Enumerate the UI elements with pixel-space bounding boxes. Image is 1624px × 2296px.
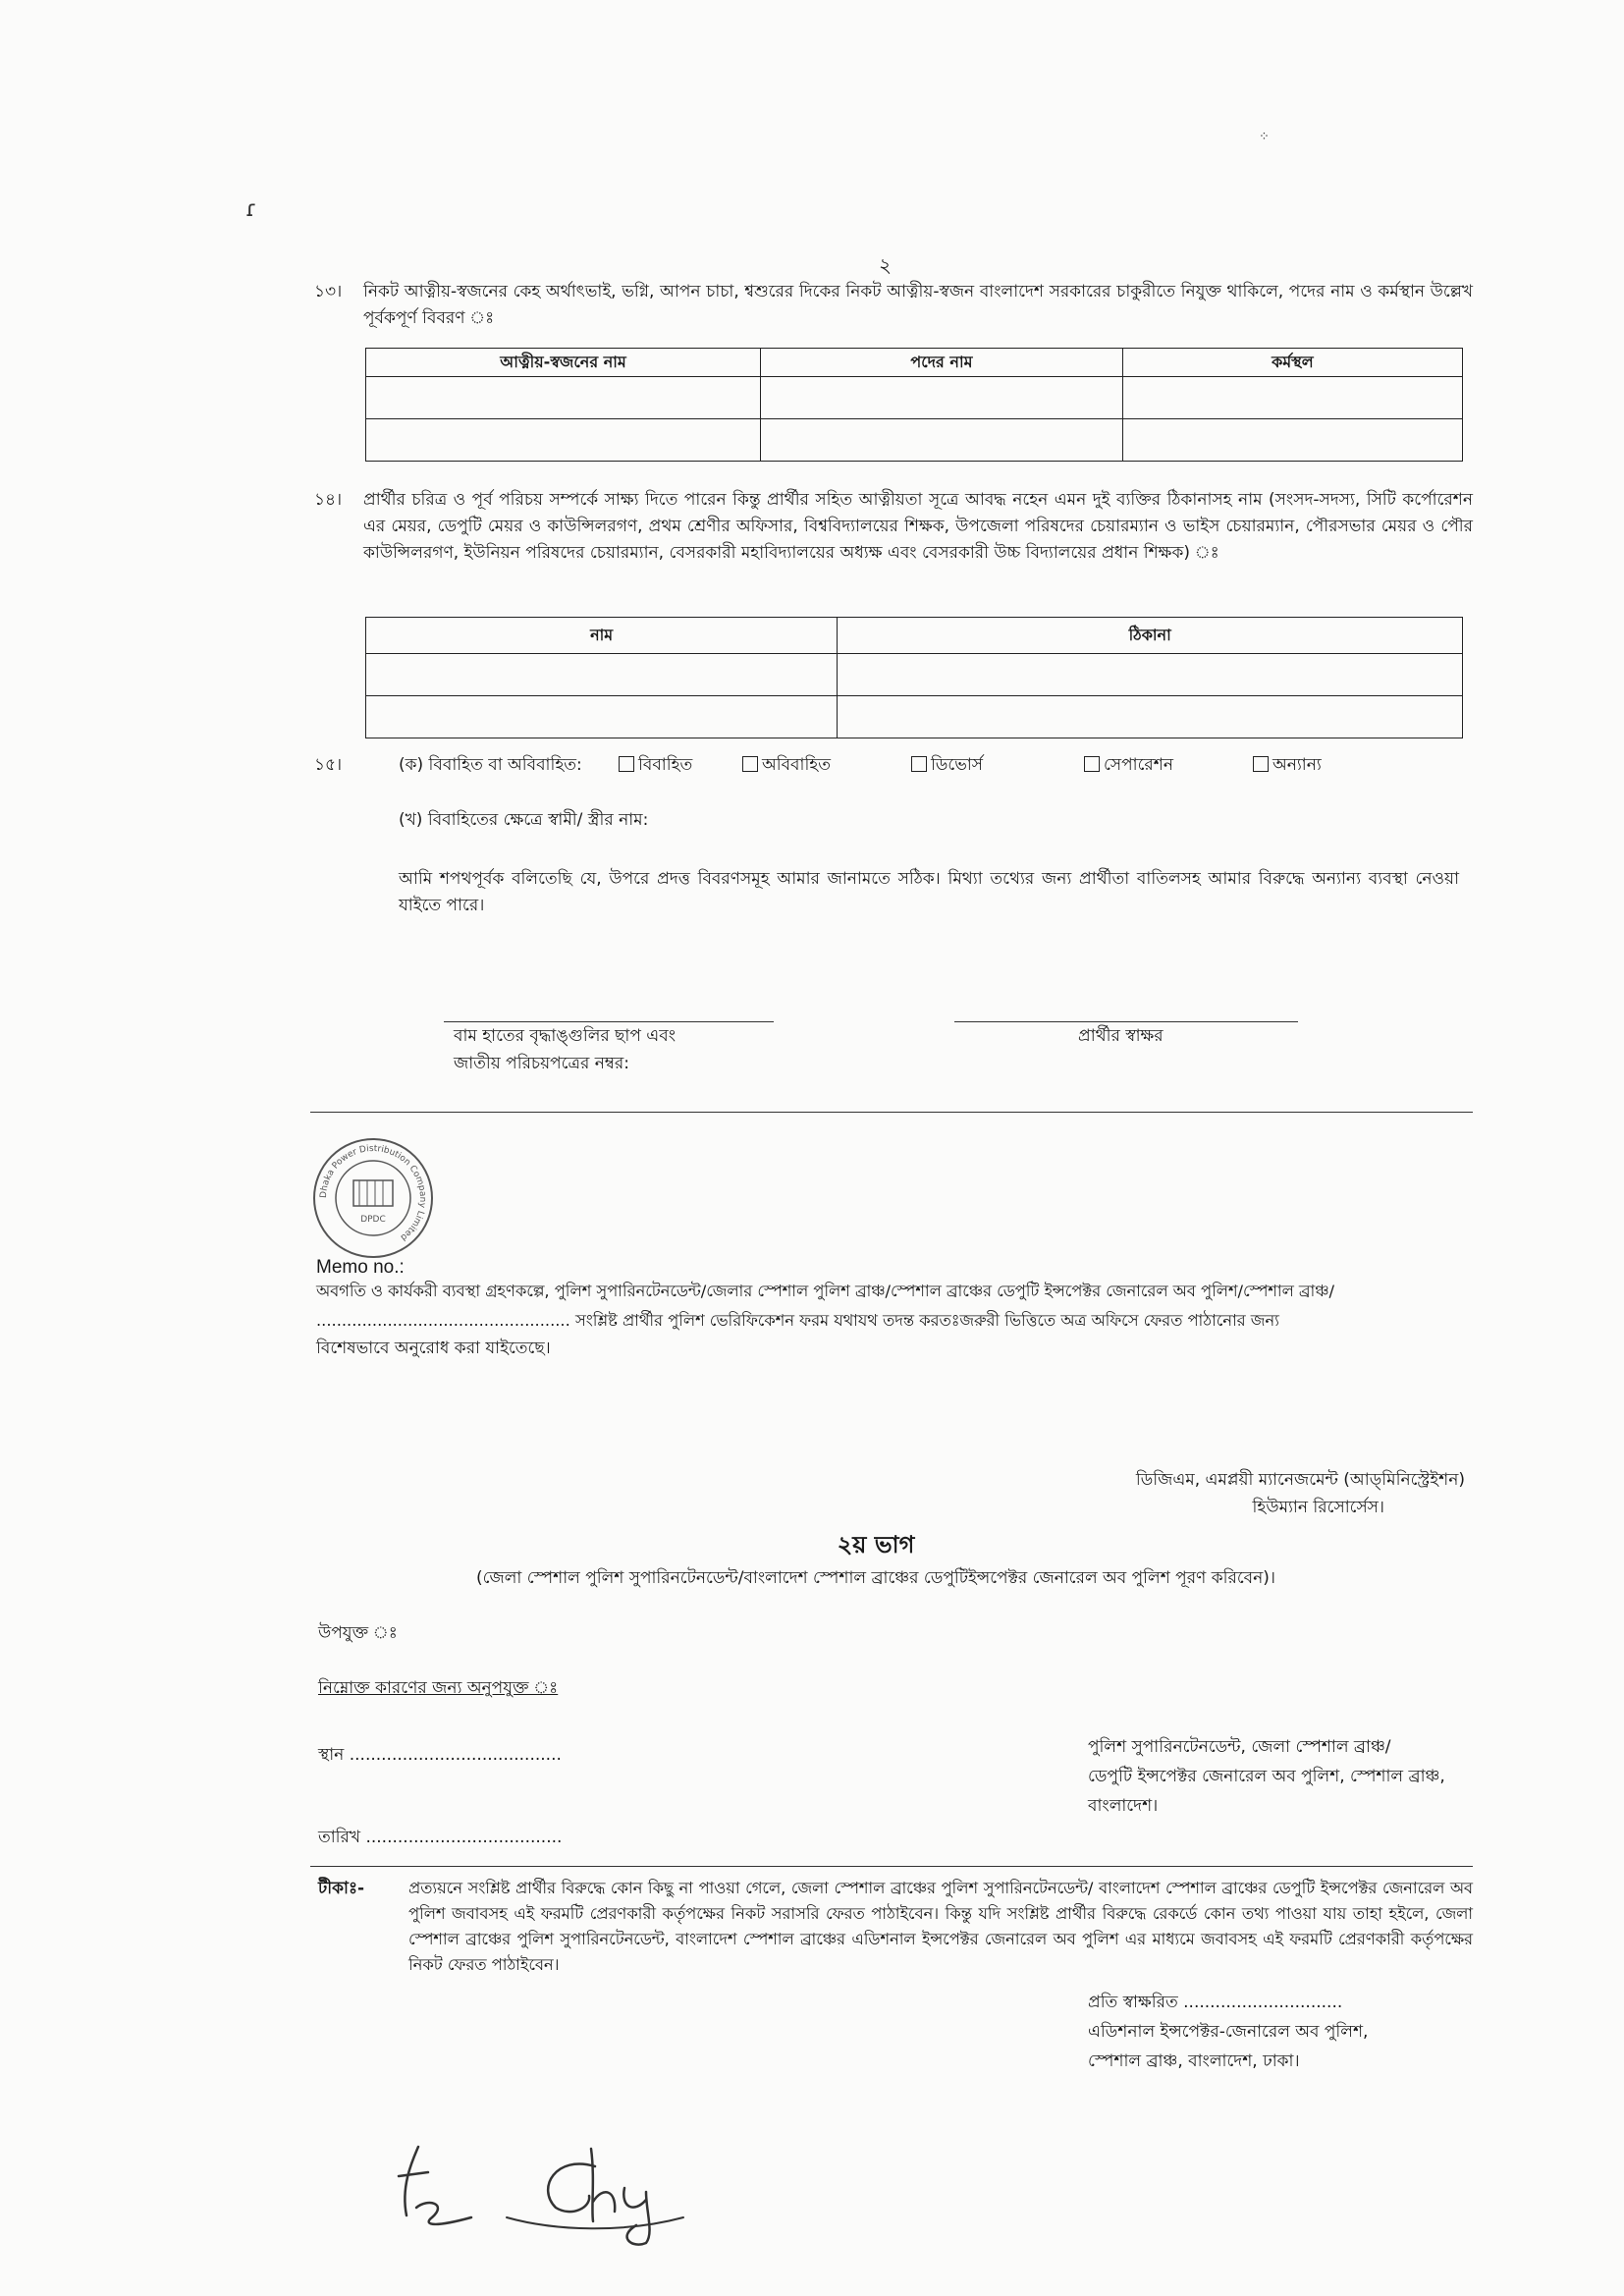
table-row <box>366 654 1463 696</box>
memo-line-2-text: সংশ্লিষ্ট প্রার্থীর পুলিশ ভেরিফিকেশন ফরম যথাযথ তদন্ত করতঃজরুরী ভিত্তিতে অত্র অফিসে ফেরত পাঠানোর জন্য <box>574 1311 1279 1330</box>
item-number: ১৩। <box>314 282 343 301</box>
applicant-signature-line <box>954 1021 1298 1022</box>
option-label: অবিবাহিত <box>762 755 831 775</box>
item-15-number: ১৫। <box>314 755 343 775</box>
option-married[interactable] <box>619 752 692 779</box>
table-row <box>366 419 1463 462</box>
spouse-name-label: (খ) বিবাহিতের ক্ষেত্রে স্বামী/ স্ত্রীর নাম: <box>399 810 649 830</box>
place-field[interactable]: স্থান ........................................ <box>318 1745 562 1765</box>
thumb-signature-line <box>444 1021 774 1022</box>
option-label: অন্যান্য <box>1272 755 1322 775</box>
part2-title: ২য় ভাগ <box>837 1531 915 1558</box>
section-divider <box>310 1112 1473 1113</box>
table-header-row <box>366 618 1463 654</box>
dgm-department: হিউম্যান রিসোর্সেস। <box>1252 1498 1384 1517</box>
table-header-row <box>366 349 1463 377</box>
table-cell[interactable] <box>366 696 838 738</box>
option-label: বিবাহিত <box>638 755 693 775</box>
unsuitable-label: নিম্নোক্ত কারণের জন্য অনুপযুক্ত ঃ <box>318 1678 559 1698</box>
option-divorced[interactable] <box>911 752 983 779</box>
memo-line-2 <box>316 1308 1475 1334</box>
item-14 <box>314 487 1473 568</box>
option-label: ডিভোর্স <box>931 755 984 775</box>
checkbox[interactable] <box>742 756 758 772</box>
table-cell[interactable] <box>366 654 838 696</box>
item-number: ১৪। <box>314 490 343 510</box>
nid-label: জাতীয় পরিচয়পত্রের নম্বর: <box>454 1054 629 1073</box>
table-cell[interactable] <box>366 377 761 419</box>
date-field[interactable]: তারিখ ..................................... <box>318 1828 563 1847</box>
table-cell[interactable] <box>761 377 1123 419</box>
handwritten-signature <box>389 2139 723 2247</box>
checkbox[interactable] <box>1253 756 1269 772</box>
thumb-label: বাম হাতের বৃদ্ধাঙ্গুলির ছাপ এবং <box>454 1026 677 1046</box>
memo-dots: .................................................. <box>316 1311 570 1330</box>
section-divider <box>310 1866 1473 1867</box>
option-other[interactable] <box>1253 752 1322 779</box>
column-header: আত্নীয়-স্বজনের নাম <box>366 349 761 377</box>
table-row <box>366 377 1463 419</box>
option-unmarried[interactable] <box>742 752 831 779</box>
declaration: আমি শপথপূর্বক বলিতেছি যে, উপরে প্রদত্ত বিবরণসমূহ আমার জানামতে সঠিক। মিথ্যা তথ্যের জন্য প্রার্থীতা বাতিলসহ আমার বিরুদ্ধে অন্যান্য ব্যবস্থা নেওয়া যাইতে পারে। <box>399 869 1459 916</box>
item-13 <box>314 279 1473 332</box>
sp-line-3: বাংলাদেশ। <box>1088 1796 1159 1816</box>
column-header: কর্মস্থল <box>1122 349 1462 377</box>
seal-icon <box>310 1135 436 1261</box>
option-separation[interactable] <box>1084 752 1173 779</box>
memo-label: Memo no.: <box>316 1257 405 1278</box>
applicant-signature-label: প্রার্থীর স্বাক্ষর <box>1078 1026 1164 1046</box>
seal-abbr: DPDC <box>360 1215 386 1225</box>
page-number: ২ <box>879 253 893 277</box>
table-cell[interactable] <box>1122 377 1462 419</box>
checkbox[interactable] <box>1084 756 1100 772</box>
note-text: প্রত্যয়নে সংশ্লিষ্ট প্রার্থীর বিরুদ্ধে কোন কিছু না পাওয়া গেলে, জেলা স্পেশাল ব্রাঞ্চের পুলিশ সুপারিনটেনডেন্ট/ বাংলাদেশ স্পেশাল ব্রাঞ্চের ডেপুটি ইন্সপেক্টর জেনারেল অব পুলিশ জবাবসহ এই ফরমটি প্রেরণকারী কর্তৃপক্ষের নিকট সরাসরি ফেরত পাঠাইবেন। কিন্তু যদি সংশ্লিষ্ট প্রার্থীর বিরুদ্ধে রেকর্ডে কোন তথ্য পাওয়া যায় তাহা হইলে, জেলা স্পেশাল ব্রাঞ্চের পুলিশ সুপারিনটেনডেন্ট, বাংলাদেশ স্পেশাল ব্রাঞ্চের এডিশনাল ইন্সপেক্টর জেনারেল অব পুলিশ এর মাধ্যমে জবাবসহ এই ফরমটি প্রেরণকারী কর্তৃপক্ষের নিকট ফেরত পাঠাইবেন। <box>408 1879 1473 1975</box>
counter-signed: প্রতি স্বাক্ষরিত .............................. <box>1088 1993 1343 2012</box>
table-cell[interactable] <box>1122 419 1462 462</box>
seal-text: Dhaka Power Distribution Company Limited <box>318 1143 428 1242</box>
table-cell[interactable] <box>761 419 1123 462</box>
option-label: সেপারেশন <box>1104 755 1173 775</box>
suitable-label: উপযুক্ত ঃ <box>318 1623 398 1643</box>
svg-text:Dhaka Power Distribution Compa <box>319 1144 427 1242</box>
relatives-table <box>365 348 1463 462</box>
checkbox[interactable] <box>911 756 927 772</box>
memo-line-1: অবগতি ও কার্যকরী ব্যবস্থা গ্রহণকল্পে, পুলিশ সুপারিনটেনডেন্ট/জেলার স্পেশাল পুলিশ ব্রাঞ্চ/স্পেশাল ব্রাঞ্চের ডেপুটি ইন্সপেক্টর জেনারেল অব পুলিশ/স্পেশাল ব্রাঞ্চ/ <box>316 1282 1334 1300</box>
dgm-designation: ডিজিএম, এমপ্লয়ী ম্যানেজমেন্ট (আড্‌মিনিস্ট্রেইশন) <box>1135 1470 1465 1490</box>
note-label: টীকাঃ- <box>318 1879 365 1898</box>
addl-igp-line-2: স্পেশাল ব্রাঞ্চ, বাংলাদেশ, ঢাকা। <box>1088 2051 1300 2071</box>
column-header: পদের নাম <box>761 349 1123 377</box>
table-cell[interactable] <box>838 654 1463 696</box>
table-cell[interactable] <box>366 419 761 462</box>
checkbox[interactable] <box>619 756 634 772</box>
sp-line-1: পুলিশ সুপারিনটেনডেন্ট, জেলা স্পেশাল ব্রাঞ্চ/ <box>1088 1737 1391 1757</box>
addl-igp-line-1: এডিশনাল ইন্সপেক্টর-জেনারেল অব পুলিশ, <box>1088 2022 1369 2042</box>
item-text: নিকট আত্নীয়-স্বজনের কেহ অর্থাৎভাই, ভগ্নি, আপন চাচা, শ্বশুরের দিকের নিকট আত্নীয়-স্বজন বাংলাদেশ সরকারের চাকুরীতে নিযুক্ত থাকিলে, পদের নাম ও কর্মস্থান উল্লেখ পূর্বকপূর্ণ বিবরণ ঃ <box>363 282 1473 329</box>
scan-mark: ⁘ <box>1259 130 1270 144</box>
column-header: নাম <box>366 618 838 654</box>
company-seal <box>310 1135 436 1261</box>
memo-line-3: বিশেষভাবে অনুরোধ করা যাইতেছে। <box>316 1339 551 1358</box>
sp-line-2: ডেপুটি ইন্সপেক্টর জেনারেল অব পুলিশ, স্পেশাল ব্রাঞ্চ, <box>1088 1767 1445 1786</box>
table-cell[interactable] <box>838 696 1463 738</box>
table-row <box>366 696 1463 738</box>
scan-mark: ɾ <box>245 197 257 222</box>
references-table <box>365 617 1463 738</box>
marital-status-label: (ক) বিবাহিত বা অবিবাহিত: <box>399 755 582 775</box>
part2-subtitle: (জেলা স্পেশাল পুলিশ সুপারিনটেনডেন্ট/বাংলাদেশ স্পেশাল ব্রাঞ্চের ডেপুটিইন্সপেক্টর জেনারেল অব পুলিশ পূরণ করিবেন)। <box>476 1568 1275 1588</box>
item-text: প্রার্থীর চরিত্র ও পূর্ব পরিচয় সম্পর্কে সাক্ষ্য দিতে পারেন কিন্তু প্রার্থীর সহিত আত্নীয়তা সূত্রে আবদ্ধ নহেন এমন দুই ব্যক্তির ঠিকানাসহ নাম (সংসদ-সদস্য, সিটি কর্পোরেশন এর মেয়র, ডেপুটি মেয়র ও কাউন্সিলরগণ, প্রথম শ্রেণীর অফিসার, বিশ্ববিদ্যালয়ের শিক্ষক, উপজেলা পরিষদের চেয়ারম্যান ও ভাইস চেয়ারম্যান, পৌরসভার মেয়র ও পৌর কাউন্সিলরগণ, ইউনিয়ন পরিষদের চেয়ারম্যান, বেসরকারী মহাবিদ্যালয়ের অধ্যক্ষ এবং বেসরকারী উচ্চ বিদ্যালয়ের প্রধান শিক্ষক) ঃ <box>363 490 1473 564</box>
column-header: ঠিকানা <box>838 618 1463 654</box>
